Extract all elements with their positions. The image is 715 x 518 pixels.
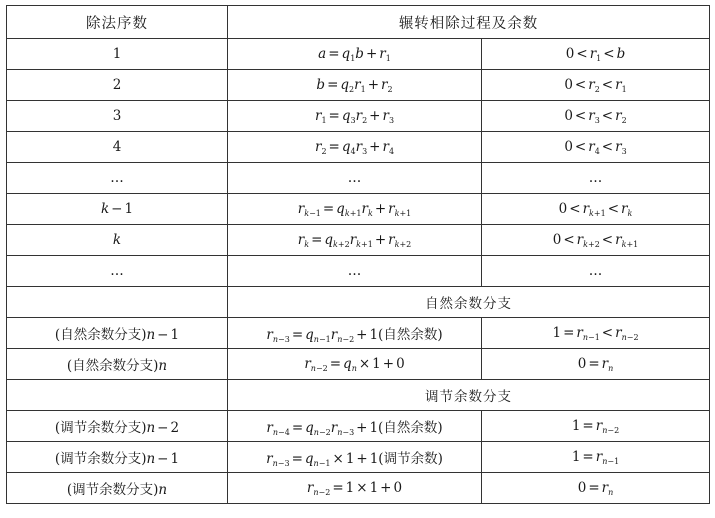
section-row-natural-branch (7, 287, 710, 318)
table-row (7, 225, 710, 256)
empty-cell (7, 287, 228, 318)
step-cell: (调节余数分支)n − 1 (7, 442, 228, 473)
equation-cell: … (228, 163, 482, 194)
table-row (7, 132, 710, 163)
remainder-cell: $0 = r_n$ (482, 473, 710, 504)
equation-cell: … (228, 256, 482, 287)
section-row-adjusted-branch (7, 380, 710, 411)
equation-cell: $r_{n-4} = q_{n-2}r_{n-3} + 1$(自然余数) (228, 411, 482, 442)
remainder-cell: $0 < r_4 < r_3$ (482, 132, 710, 163)
equation-cell: $r_1 = q_3r_2 + r_3$ (228, 101, 482, 132)
equation-cell: $r_k = q_{k+2}r_{k+1} + r_{k+2}$ (228, 225, 482, 256)
remainder-cell: $1 = r_{n-2}$ (482, 411, 710, 442)
step-cell: k − 1 (7, 194, 228, 225)
table-row (7, 194, 710, 225)
equation-cell: $r_2 = q_4r_3 + r_4$ (228, 132, 482, 163)
remainder-cell: $0 < r_3 < r_2$ (482, 101, 710, 132)
table-row (7, 349, 710, 380)
table-row (7, 318, 710, 349)
equation-cell: $r_{n-3} = q_{n-1} \times 1 + 1$(调节余数) (228, 442, 482, 473)
step-cell: 3 (7, 101, 228, 132)
step-cell: (调节余数分支)n − 2 (7, 411, 228, 442)
step-cell: 4 (7, 132, 228, 163)
step-cell: 1 (7, 39, 228, 70)
step-cell: k (7, 225, 228, 256)
header-step-column: 除法序数 (7, 6, 228, 39)
equation-cell: $r_{k-1} = q_{k+1}r_k + r_{k+1}$ (228, 194, 482, 225)
remainder-cell: $1 = r_{n-1} < r_{n-2}$ (482, 318, 710, 349)
table-row (7, 411, 710, 442)
step-cell: 2 (7, 70, 228, 101)
section-title-natural-branch: 自然余数分支 (228, 287, 710, 318)
equation-cell: $r_{n-2} = q_n \times 1 + 0$ (228, 349, 482, 380)
table-row (7, 39, 710, 70)
remainder-cell: $0 = r_n$ (482, 349, 710, 380)
step-cell: (自然余数分支)n (7, 349, 228, 380)
remainder-cell: … (482, 256, 710, 287)
remainder-cell: $1 = r_{n-1}$ (482, 442, 710, 473)
remainder-cell: $0 < r_{k+1} < r_k$ (482, 194, 710, 225)
step-cell: … (7, 256, 228, 287)
header-process-column: 辗转相除过程及余数 (228, 6, 710, 39)
section-title-adjusted-branch: 调节余数分支 (228, 380, 710, 411)
step-cell: (调节余数分支)n (7, 473, 228, 504)
remainder-cell: … (482, 163, 710, 194)
empty-cell (7, 380, 228, 411)
euclid-division-table (6, 5, 710, 504)
equation-cell: $r_{n-2} = 1 \times 1 + 0$ (228, 473, 482, 504)
step-cell: (自然余数分支)n − 1 (7, 318, 228, 349)
equation-cell: $a = q_1b + r_1$ (228, 39, 482, 70)
header-row (7, 6, 710, 39)
table-row (7, 70, 710, 101)
table-row-ellipsis (7, 256, 710, 287)
equation-cell: $r_{n-3} = q_{n-1}r_{n-2} + 1$(自然余数) (228, 318, 482, 349)
equation-cell: $b = q_2r_1 + r_2$ (228, 70, 482, 101)
step-cell: … (7, 163, 228, 194)
table-row-ellipsis (7, 163, 710, 194)
table-row (7, 442, 710, 473)
remainder-cell: $0 < r_{k+2} < r_{k+1}$ (482, 225, 710, 256)
table-row (7, 101, 710, 132)
remainder-cell: $0 < r_1 < b$ (482, 39, 710, 70)
remainder-cell: $0 < r_2 < r_1$ (482, 70, 710, 101)
table-row (7, 473, 710, 504)
